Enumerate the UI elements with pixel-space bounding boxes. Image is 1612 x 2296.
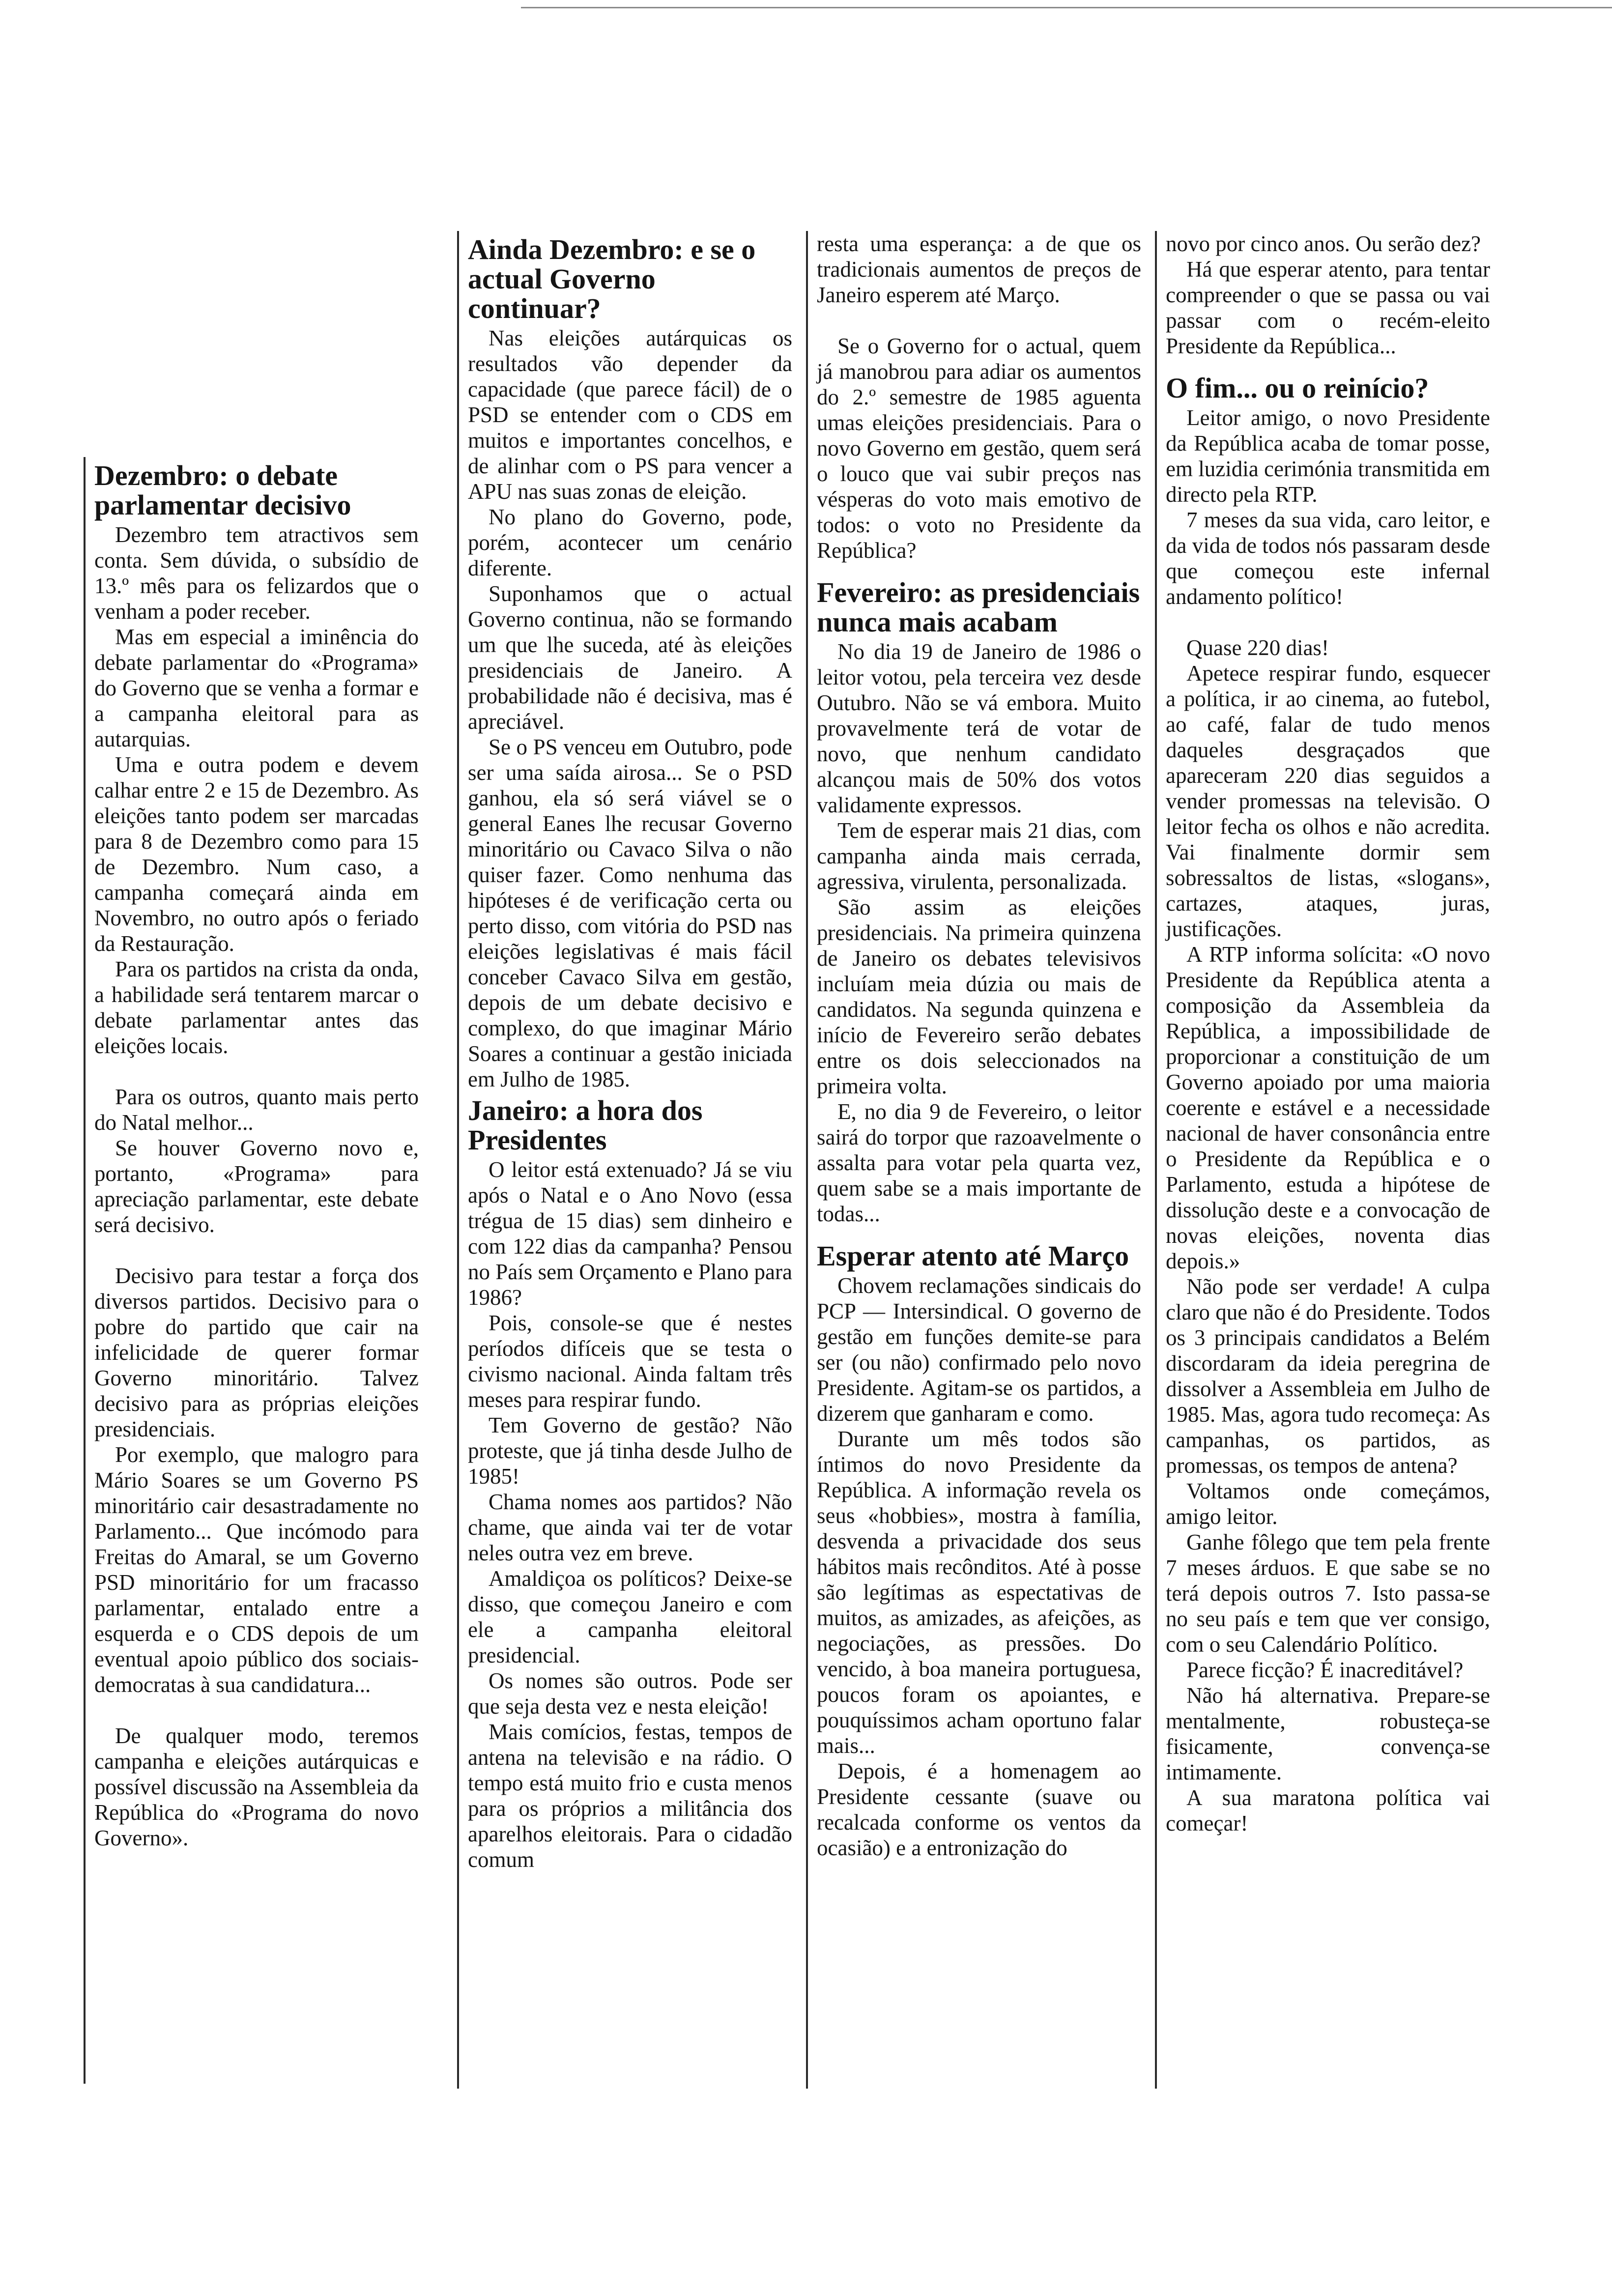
paragraph: Uma e outra podem e devem calhar entre 2 e 15 de Dezembro. As eleições tanto podem ser marcadas para 8 de Dezembro como para 15 de Dezembro. Num caso, a campanha começará ainda em Novembro, no outro após o feriado da Restauração.: [94, 752, 419, 956]
paragraph: Durante um mês todos são íntimos do novo Presidente da República. A informação revela os seus «hobbies», mostra à família, desvenda a privacidade dos seus hábitos mais recônditos. Até à posse são legítimas as espectativas de muitos, as amizades, as afeições, as negociações, as pressões. Do vencido, à boa maneira portuguesa, poucos foram os apoiantes, e pouquíssimos acham oportuno falar mais...: [817, 1427, 1141, 1758]
paragraph: Quase 220 dias!: [1186, 635, 1329, 660]
paragraph: No plano do Governo, pode, porém, acontecer um cenário diferente.: [468, 505, 792, 580]
top-rule: [521, 7, 1612, 8]
paragraph: No dia 19 de Janeiro de 1986 o leitor votou, pela terceira vez desde Outubro. Não se vá embora. Muito provavelmente terá de votar de novo, que nenhum candidato alcançou mais de 50% dos votos validamente expressos.: [817, 639, 1141, 817]
section-heading: O fim... ou o reinício?: [1166, 372, 1429, 404]
paragraph: E, no dia 9 de Fevereiro, o leitor sairá do torpor que razoavelmente o assalta para votar pela quarta vez, quem sabe se a mais importante de todas...: [817, 1099, 1141, 1226]
paragraph: A sua maratona política vai começar!: [1166, 1785, 1490, 1836]
column-2: [457, 231, 792, 2089]
paragraph: novo por cinco anos. Ou serão dez?: [1166, 231, 1481, 256]
paragraph: Leitor amigo, o novo Presidente da República acaba de tomar posse, em luzidia cerimónia transmitida em directo pela RTP.: [1166, 405, 1490, 507]
paragraph: Voltamos onde começámos, amigo leitor.: [1166, 1479, 1490, 1529]
paragraph: Os nomes são outros. Pode ser que seja desta vez e nesta eleição!: [468, 1668, 792, 1719]
paragraph: São assim as eleições presidenciais. Na primeira quinzena de Janeiro os debates televisivos incluíam meia dúzia ou mais de candidatos. Na segunda quinzena e início de Fevereiro serão debates entre os dois seleccionados na primeira volta.: [817, 895, 1141, 1098]
paragraph: Dezembro tem atractivos sem conta. Sem dúvida, o subsídio de 13.º mês para os felizardos que o venham a poder receber.: [94, 522, 419, 624]
paragraph: Apetece respirar fundo, esquecer a política, ir ao cinema, ao futebol, ao café, falar de tudo menos daqueles desgraçados que apareceram 220 dias seguidos a vender promessas na televisão. O leitor fecha os olhos e não acredita. Vai finalmente dormir sem sobressaltos de listas, «slogans», cartazes, ataques, juras, justificações.: [1166, 661, 1490, 941]
paragraph: Para os outros, quanto mais perto do Natal melhor...: [94, 1085, 419, 1135]
column-4: [1155, 231, 1490, 2089]
paragraph: Se houver Governo novo e, portanto, «Programa» para apreciação parlamentar, este debate será decisivo.: [94, 1136, 419, 1237]
paragraph: Depois, é a homenagem ao Presidente cessante (suave ou recalcada conforme os ventos da ocasião) e a entronização do: [817, 1759, 1141, 1860]
paragraph: Se o Governo for o actual, quem já manobrou para adiar os aumentos do 2.º semestre de 1985 aguenta umas eleições presidenciais. Para o novo Governo em gestão, quem será o louco que vai subir preços nas vésperas do voto mais emotivo de todos: o voto no Presidente da República?: [817, 334, 1141, 563]
paragraph: Parece ficção? É inacreditável?: [1186, 1658, 1464, 1682]
section-heading: Esperar atento até Março: [817, 1240, 1129, 1272]
section-heading: Ainda Dezembro: e se o actual Governo continuar?: [468, 233, 756, 324]
paragraph: Amaldiçoa os políticos? Deixe-se disso, que começou Janeiro e com ele a campanha eleitoral presidencial.: [468, 1566, 792, 1667]
paragraph: Por exemplo, que malogro para Mário Soares se um Governo PS minoritário cair desastradamente no Parlamento... Que incómodo para Freitas do Amaral, se um Governo PSD minoritário for um fracasso parlamentar, entalado entre a esquerda e o CDS depois de um eventual apoio público dos sociais-democratas à sua candidatura...: [94, 1442, 419, 1697]
paragraph: Tem de esperar mais 21 dias, com campanha ainda mais cerrada, agressiva, virulenta, personalizada.: [817, 818, 1141, 894]
paragraph: resta uma esperança: a de que os tradicionais aumentos de preços de Janeiro esperem até Março.: [817, 231, 1141, 307]
paragraph: Não há alternativa. Prepare-se mentalmente, robusteça-se fisicamente, convença-se intimamente.: [1166, 1683, 1490, 1784]
paragraph: A RTP informa solícita: «O novo Presidente da República atenta a composição da Assembleia da República, a impossibilidade de proporcionar a constituição de um Governo apoiado por uma maioria coerente e estável e a necessidade nacional de haver consonância entre o Presidente da República e o Parlamento, estuda a hipótese de dissolução deste e a convocação de novas eleições, noventa dias depois.»: [1166, 942, 1490, 1273]
paragraph: Pois, console-se que é nestes períodos difíceis que se testa o civismo nacional. Ainda faltam três meses para respirar fundo.: [468, 1311, 792, 1412]
paragraph: Decisivo para testar a força dos diversos partidos. Decisivo para o pobre do partido que cair na infelicidade de querer formar Governo minoritário. Talvez decisivo para as próprias eleições presidenciais.: [94, 1263, 419, 1441]
section-heading: Janeiro: a hora dos Presidentes: [468, 1094, 703, 1156]
paragraph: Se o PS venceu em Outubro, pode ser uma saída airosa... Se o PSD ganhou, ela só será viável se o general Eanes lhe recusar Governo minoritário ou Cavaco Silva o não quiser fazer. Como nenhuma das hipóteses é de verificação certa ou perto disso, com vitória do PSD nas eleições legislativas é mais fácil conceber Cavaco Silva em gestão, depois de um debate decisivo e complexo, do que imaginar Mário Soares a continuar a gestão iniciada em Julho de 1985.: [468, 735, 792, 1091]
section-heading: Fevereiro: as presidenciais nunca mais acabam: [817, 576, 1140, 638]
paragraph: Chama nomes aos partidos? Não chame, que ainda vai ter de votar neles outra vez em breve.: [468, 1490, 792, 1565]
paragraph: Ganhe fôlego que tem pela frente 7 meses árduos. E que sabe se no terá depois outros 7. Isto passa-se no seu país e tem que ver consigo, com o seu Calendário Político.: [1166, 1530, 1490, 1657]
paragraph: Suponhamos que o actual Governo continua, não se formando um que lhe suceda, até às eleições presidenciais de Janeiro. A probabilidade não é decisiva, mas é apreciável.: [468, 581, 792, 734]
paragraph: Mas em especial a iminência do debate parlamentar do «Programa» do Governo que se venha a formar e a campanha eleitoral para as autarquias.: [94, 625, 419, 751]
paragraph: Mais comícios, festas, tempos de antena na televisão e na rádio. O tempo está muito frio e custa menos para os próprios a militância dos aparelhos eleitorais. Para o cidadão comum: [468, 1720, 792, 1872]
paragraph: 7 meses da sua vida, caro leitor, e da vida de todos nós passaram desde que começou este infernal andamento político!: [1166, 508, 1490, 609]
section-heading: Dezembro: o debate parlamentar decisivo: [94, 459, 351, 521]
paragraph: Tem Governo de gestão? Não proteste, que já tinha desde Julho de 1985!: [468, 1413, 792, 1489]
paragraph: Não pode ser verdade! A culpa claro que não é do Presidente. Todos os 3 principais candidatos a Belém discordaram da ideia peregrina de dissolver a Assembleia em Julho de 1985. Mas, agora tudo recomeça: As campanhas, os partidos, as promessas, os tempos de antena?: [1166, 1274, 1490, 1478]
paragraph: Para os partidos na crista da onda, a habilidade será tentarem marcar o debate parlamentar antes das eleições locais.: [94, 957, 419, 1058]
column-1: [84, 457, 419, 2084]
paragraph: Chovem reclamações sindicais do PCP — Intersindical. O governo de gestão em funções demite-se para ser (ou não) confirmado pelo novo Presidente. Agitam-se os partidos, a dizerem que ganharam e como.: [817, 1273, 1141, 1426]
column-3: [806, 231, 1141, 2089]
paragraph: Nas eleições autárquicas os resultados vão depender da capacidade (que parece fácil) de o PSD se entender com o CDS em muitos e importantes concelhos, e de alinhar com o PS para vencer a APU nas suas zonas de eleição.: [468, 326, 792, 504]
paragraph: De qualquer modo, teremos campanha e eleições autárquicas e possível discussão na Assembleia da República do «Programa do novo Governo».: [94, 1723, 419, 1850]
paragraph: O leitor está extenuado? Já se viu após o Natal e o Ano Novo (essa trégua de 15 dias) sem dinheiro e com 122 dias da campanha? Pensou no País sem Orçamento e Plano para 1986?: [468, 1157, 792, 1310]
paragraph: Há que esperar atento, para tentar compreender o que se passa ou vai passar com o recém-eleito Presidente da República...: [1166, 257, 1490, 358]
